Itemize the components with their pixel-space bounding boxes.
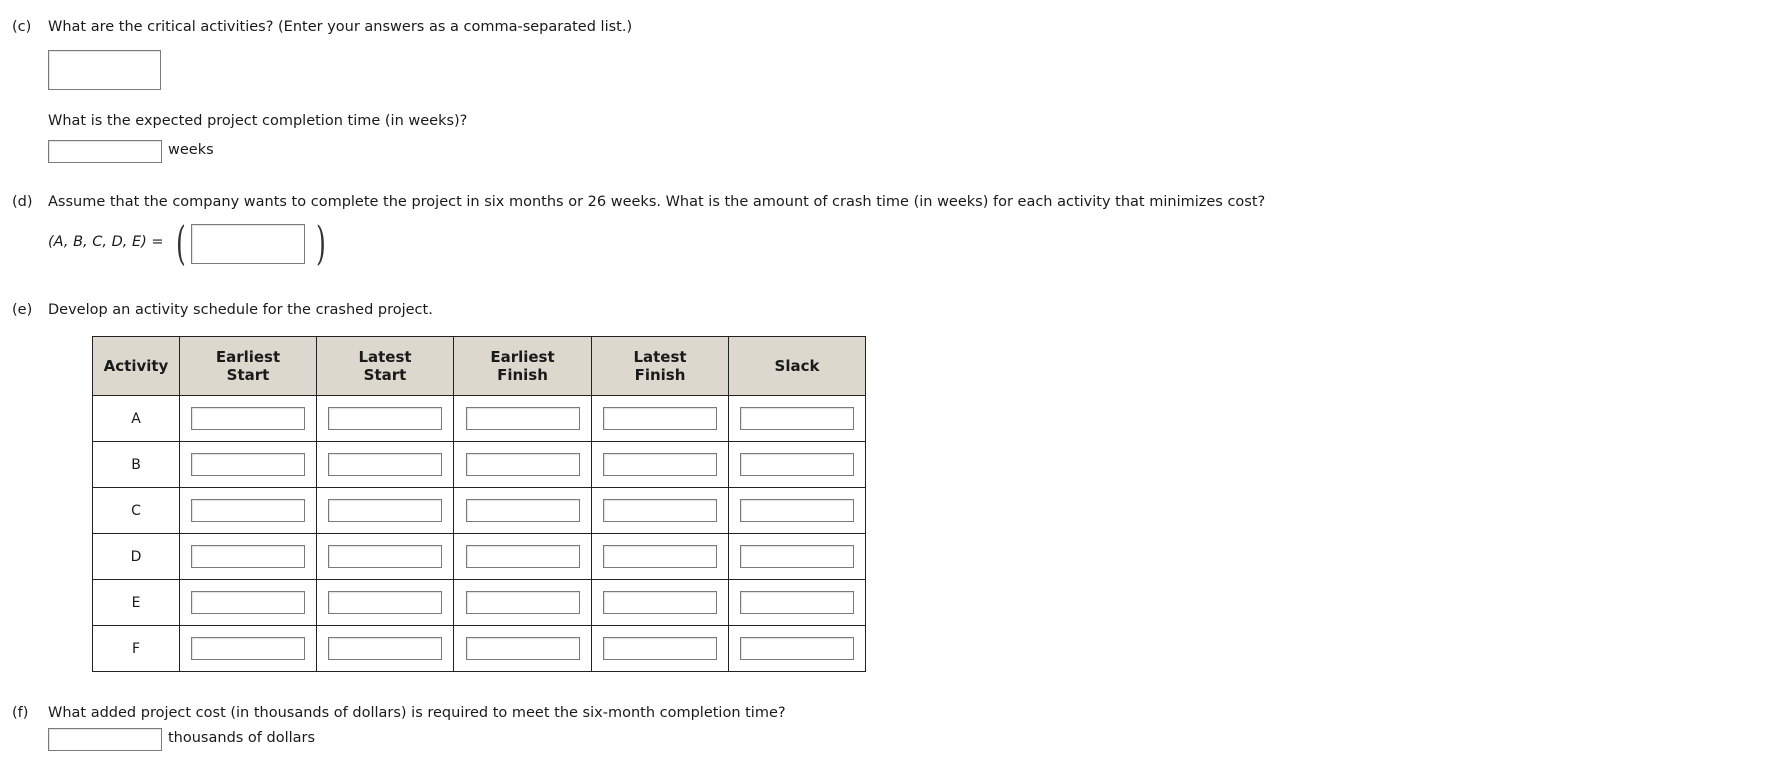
- latest-finish-input[interactable]: [603, 591, 717, 614]
- latest-start-input[interactable]: [328, 407, 442, 430]
- activity-cell: B: [93, 442, 180, 488]
- table-row: [93, 488, 866, 534]
- activity-schedule-table: [92, 336, 866, 672]
- crash-vector-label: (A, B, C, D, E) =: [48, 234, 164, 250]
- earliest-finish-input[interactable]: [466, 545, 580, 568]
- earliest-start-input[interactable]: [191, 407, 305, 430]
- earliest-finish-input[interactable]: [466, 407, 580, 430]
- header-earliest-start: Earliest Start: [180, 337, 317, 396]
- header-latest-start: Latest Start: [317, 337, 454, 396]
- latest-start-input[interactable]: [328, 637, 442, 660]
- part-c-letter: (c): [12, 19, 32, 35]
- latest-finish-input[interactable]: [603, 637, 717, 660]
- activity-cell: C: [93, 488, 180, 534]
- earliest-start-input[interactable]: [191, 591, 305, 614]
- activity-cell: D: [93, 534, 180, 580]
- part-d-question: Assume that the company wants to complete the project in six months or 26 weeks. What is the amount of crash time (in weeks) for each activity that minimizes cost?: [48, 194, 1266, 210]
- activity-cell: A: [93, 396, 180, 442]
- crash-time-input[interactable]: [191, 224, 305, 264]
- latest-finish-input[interactable]: [603, 545, 717, 568]
- part-f-letter: (f): [12, 705, 29, 721]
- earliest-finish-input[interactable]: [466, 453, 580, 476]
- slack-input[interactable]: [740, 407, 854, 430]
- activity-cell: F: [93, 626, 180, 672]
- latest-start-input[interactable]: [328, 499, 442, 522]
- header-activity: Activity: [93, 337, 180, 396]
- earliest-start-input[interactable]: [191, 545, 305, 568]
- earliest-finish-input[interactable]: [466, 591, 580, 614]
- earliest-start-input[interactable]: [191, 499, 305, 522]
- part-e-letter: (e): [12, 302, 33, 318]
- slack-input[interactable]: [740, 637, 854, 660]
- table-row: [93, 396, 866, 442]
- part-e-question: Develop an activity schedule for the crashed project.: [48, 302, 433, 318]
- latest-start-input[interactable]: [328, 591, 442, 614]
- table-row: [93, 580, 866, 626]
- part-c-question: What are the critical activities? (Enter your answers as a comma-separated list.): [48, 19, 633, 35]
- earliest-finish-input[interactable]: [466, 499, 580, 522]
- table-row: [93, 626, 866, 672]
- slack-input[interactable]: [740, 545, 854, 568]
- header-slack: Slack: [729, 337, 866, 396]
- latest-start-input[interactable]: [328, 545, 442, 568]
- table-row: [93, 534, 866, 580]
- latest-finish-input[interactable]: [603, 407, 717, 430]
- latest-start-input[interactable]: [328, 453, 442, 476]
- latest-finish-input[interactable]: [603, 499, 717, 522]
- cost-unit-label: thousands of dollars: [168, 730, 316, 746]
- part-f-question: What added project cost (in thousands of dollars) is required to meet the six-month completion time?: [48, 705, 786, 721]
- earliest-finish-input[interactable]: [466, 637, 580, 660]
- header-latest-finish: Latest Finish: [592, 337, 729, 396]
- table-row: [93, 442, 866, 488]
- table-header-row: [93, 337, 866, 396]
- part-d-letter: (d): [12, 194, 33, 210]
- activity-cell: E: [93, 580, 180, 626]
- open-paren: (: [176, 216, 186, 270]
- added-cost-input[interactable]: [48, 728, 162, 751]
- slack-input[interactable]: [740, 591, 854, 614]
- completion-unit-label: weeks: [168, 142, 214, 158]
- completion-time-input[interactable]: [48, 140, 162, 163]
- earliest-start-input[interactable]: [191, 637, 305, 660]
- header-earliest-finish: Earliest Finish: [454, 337, 592, 396]
- latest-finish-input[interactable]: [603, 453, 717, 476]
- critical-activities-input[interactable]: [48, 50, 161, 90]
- earliest-start-input[interactable]: [191, 453, 305, 476]
- completion-time-question: What is the expected project completion time (in weeks)?: [48, 113, 468, 129]
- slack-input[interactable]: [740, 453, 854, 476]
- close-paren: ): [316, 216, 326, 270]
- slack-input[interactable]: [740, 499, 854, 522]
